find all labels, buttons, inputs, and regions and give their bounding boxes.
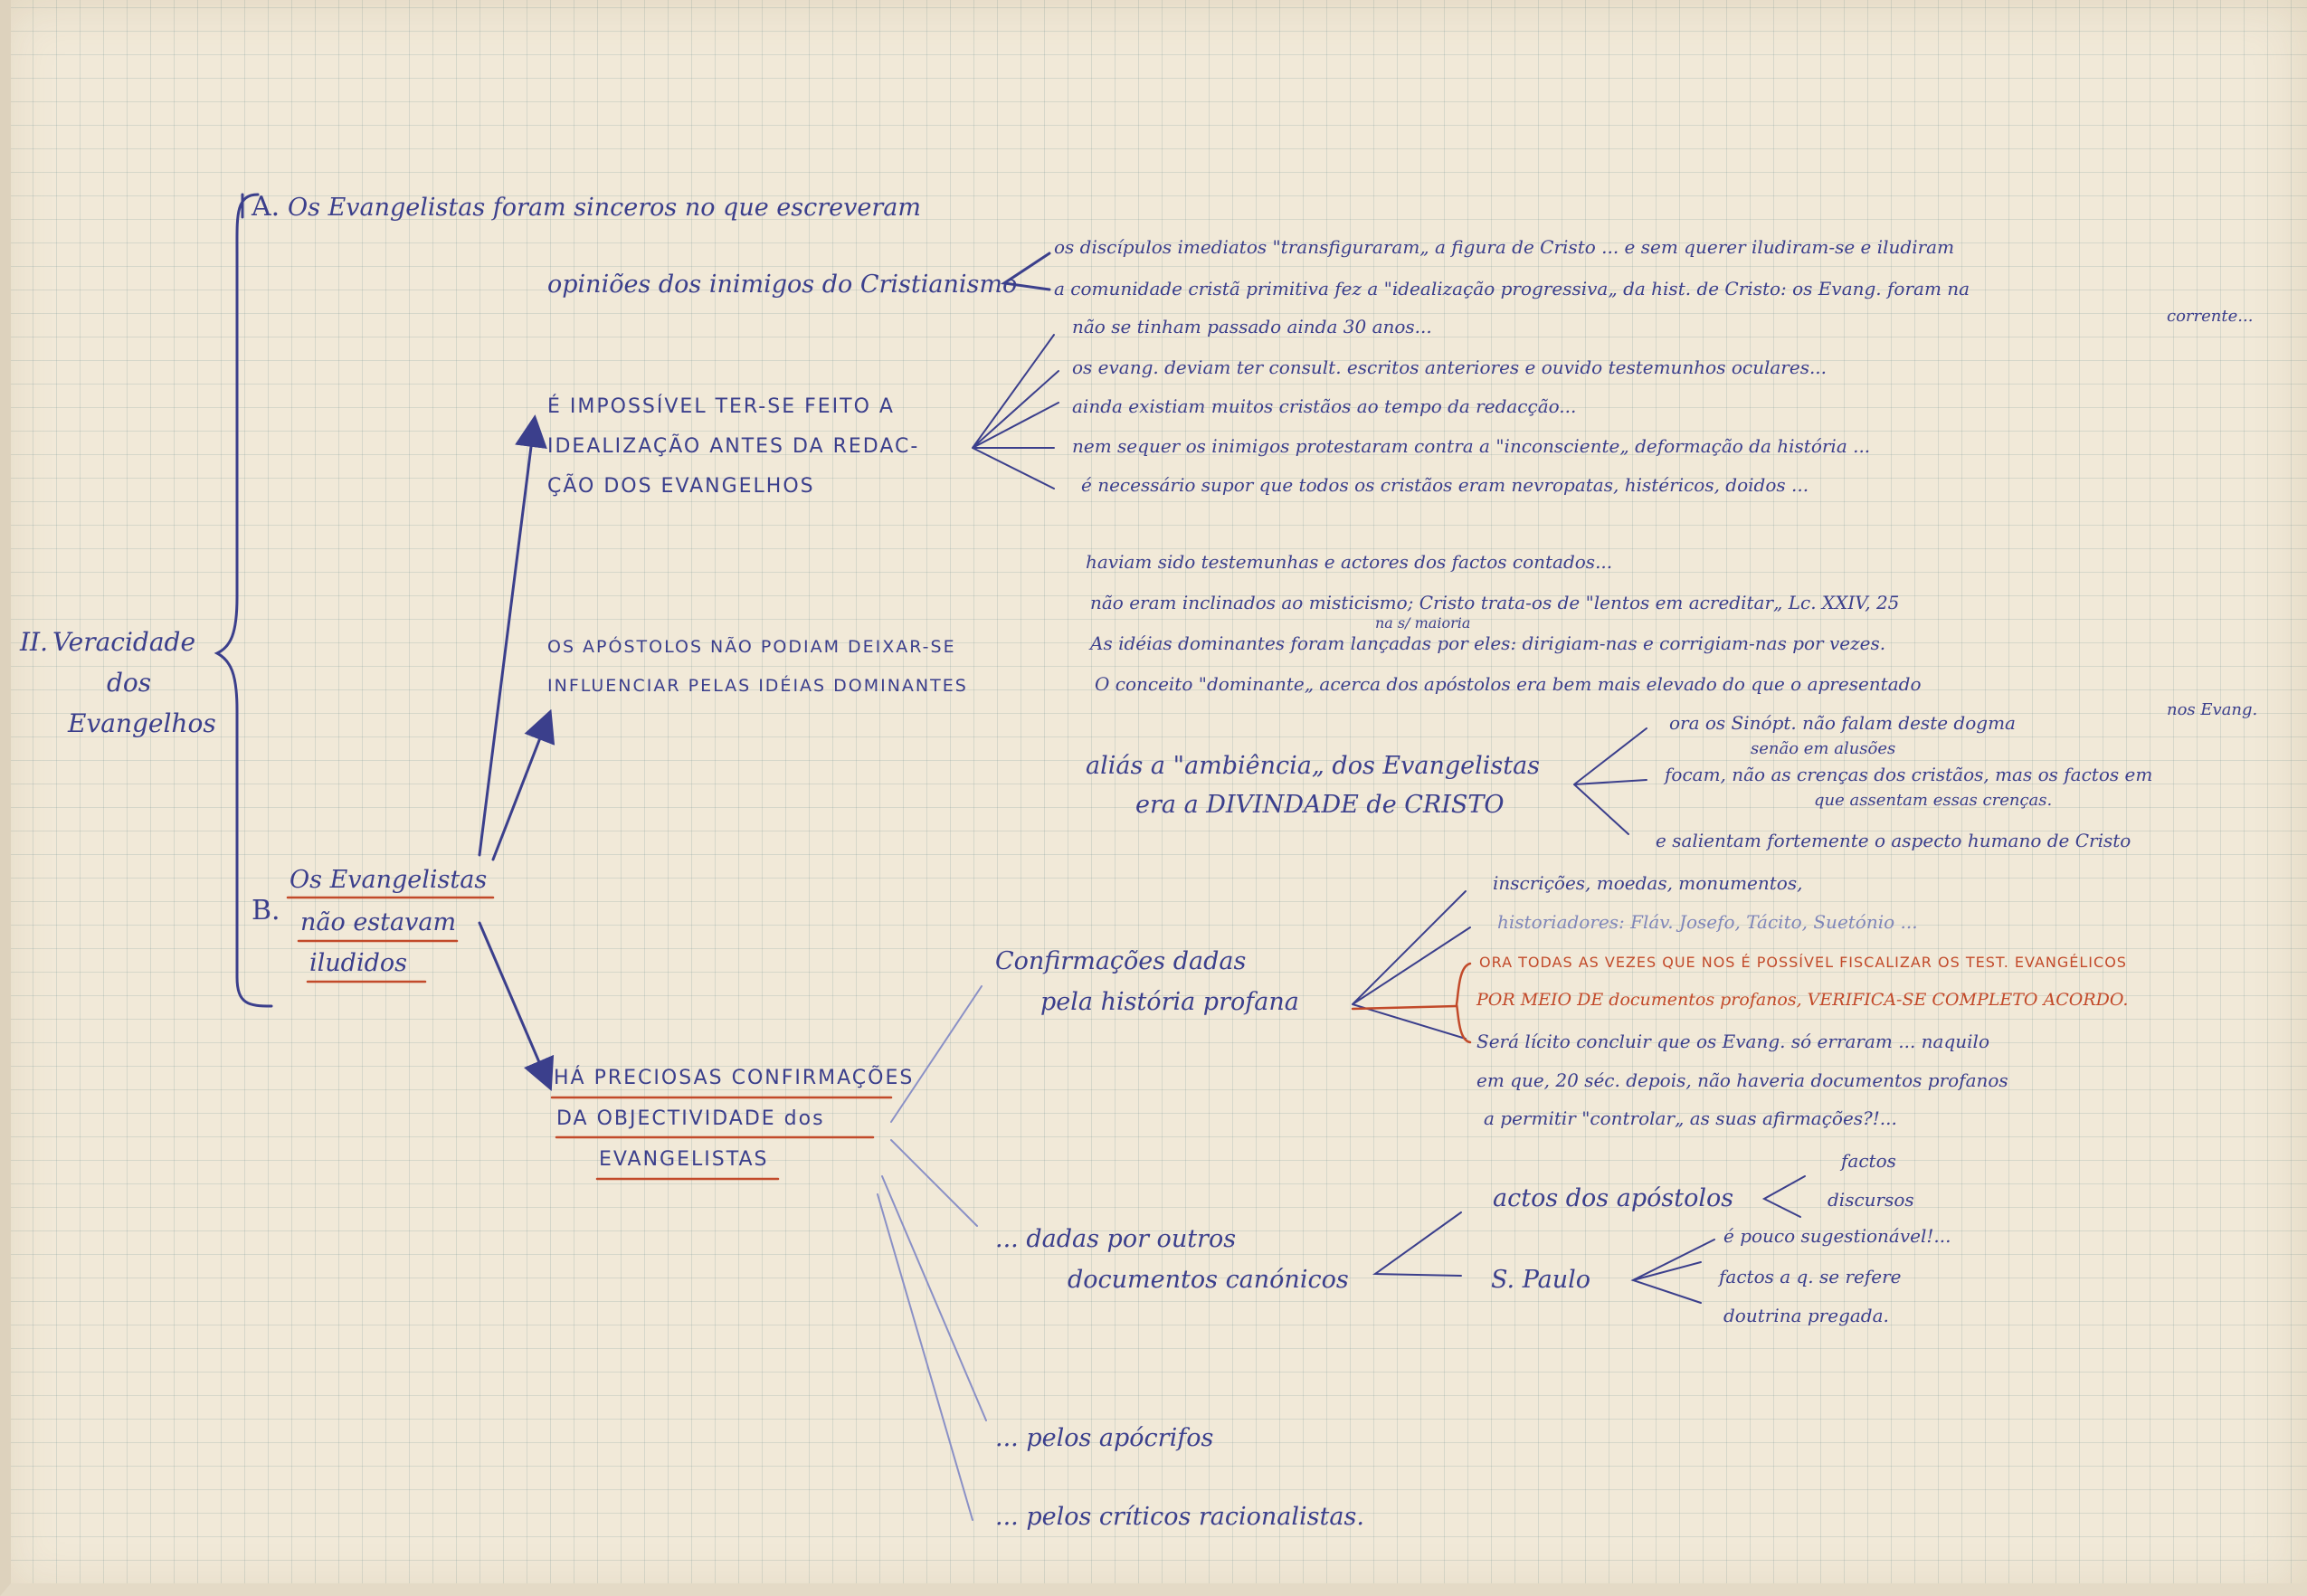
profane-item: inscrições, moedas, monumentos, <box>1493 872 1803 894</box>
acts-label: actos dos apóstolos <box>1493 1184 1734 1212</box>
paulo-bracket <box>1633 1240 1714 1303</box>
enemies-line-2: a comunidade cristã primitiva fez a "idealização progressiva„ da hist. de Cristo: os Evang. foram na <box>1054 278 1970 299</box>
apostles-item: não eram inclinados ao misticismo; Cristo trata-os de "lentos em acreditar„ Lc. XXIV, 25 <box>1090 592 1900 613</box>
acts-item: discursos <box>1828 1189 1914 1211</box>
profane-item: em que, 20 séc. depois, não haveria documentos profanos <box>1476 1069 2008 1091</box>
canonical-bracket <box>1375 1212 1461 1276</box>
root-title-line-1: Veracidade <box>52 627 196 657</box>
ambiencia-sub: ora os Sinópt. não falam deste dogma <box>1669 712 2016 734</box>
impossible-item: nem sequer os inimigos protestaram contra a "inconsciente„ deformação da história ... <box>1072 435 1871 457</box>
paulo-item: é pouco sugestionável!... <box>1723 1225 1951 1247</box>
confirmations-heading-1: HÁ PRECIOSAS CONFIRMAÇÕES <box>554 1067 915 1089</box>
root-title-line-3: Evangelhos <box>68 708 216 738</box>
arrow-to-confirmations <box>479 923 547 1081</box>
apostles-item: nos Evang. <box>2167 700 2258 719</box>
confirmations-heading-3: EVANGELISTAS <box>599 1148 769 1171</box>
profane-item-red: ORA TODAS AS VEZES QUE NOS É POSSÍVEL FISCALIZAR OS TEST. EVANGÉLICOS <box>1479 954 2127 971</box>
red-arrow-line <box>1353 1006 1457 1009</box>
acts-item: factos <box>1841 1150 1896 1172</box>
enemies-line-2-end: corrente... <box>2167 307 2254 326</box>
impossible-heading-2: IDEALIZAÇÃO ANTES DA REDAC- <box>547 435 920 458</box>
paulo-item: factos a q. se refere <box>1719 1266 1902 1287</box>
impossible-item: é necessário supor que todos os cristãos eram nevropatas, histéricos, doidos ... <box>1081 474 1809 496</box>
canonical-label-1: ... dadas por outros <box>995 1225 1237 1253</box>
red-bracket <box>1457 964 1470 1042</box>
profane-item: historiadores: Fláv. Josefo, Tácito, Suetónio ... <box>1497 911 1918 933</box>
ambiencia-sub: senão em alusões <box>1751 739 1896 758</box>
section-b-label: B. <box>252 895 280 926</box>
root-brace <box>217 195 271 1006</box>
impossible-heading-1: É IMPOSSÍVEL TER-SE FEITO A <box>547 395 895 418</box>
profane-label-2: pela história profana <box>1040 988 1299 1016</box>
ambiencia-fan <box>1574 728 1647 834</box>
ambiencia-sub: e salientam fortemente o aspecto humano de Cristo <box>1656 830 2131 851</box>
apostles-item: haviam sido testemunhas e actores dos factos contados... <box>1086 551 1613 573</box>
impossible-fan <box>973 335 1059 489</box>
apostles-heading-2: INFLUENCIAR PELAS IDÉIAS DOMINANTES <box>547 676 968 696</box>
impossible-heading-3: ÇÃO DOS EVANGELHOS <box>547 475 815 498</box>
profane-item: Será lícito concluir que os Evang. só erraram ... naquilo <box>1476 1031 1989 1052</box>
paulo-label: S. Paulo <box>1491 1266 1591 1294</box>
section-a-text: Os Evangelistas foram sinceros no que escreveram <box>288 194 921 222</box>
impossible-item: não se tinham passado ainda 30 anos... <box>1072 316 1432 337</box>
impossible-item: ainda existiam muitos cristãos ao tempo da redacção... <box>1072 395 1577 417</box>
ambiencia-line-1: aliás a "ambiência„ dos Evangelistas <box>1086 752 1541 780</box>
arrow-to-impossible <box>479 425 534 855</box>
section-a-label: A. <box>252 191 280 223</box>
paulo-item: doutrina pregada. <box>1723 1305 1889 1326</box>
ambiencia-sub: focam, não as crenças dos cristãos, mas os factos em <box>1665 764 2153 785</box>
section-b-line-2: não estavam <box>300 908 457 936</box>
apocrypha-label: ... pelos apócrifos <box>995 1424 1214 1452</box>
profane-item: a permitir "controlar„ as suas afirmações?!... <box>1484 1107 1897 1129</box>
arrow-to-apostles <box>493 719 547 860</box>
profane-fan <box>1353 891 1470 1039</box>
apostles-item: As idéias dominantes foram lançadas por eles: dirigiam-nas e corrigiam-nas por vezes. <box>1090 632 1886 654</box>
critics-label: ... pelos críticos racionalistas. <box>995 1503 1364 1531</box>
confirmations-heading-2: DA OBJECTIVIDADE dos <box>556 1107 825 1130</box>
section-b-line-3: iludidos <box>309 949 407 977</box>
section-b-line-1: Os Evangelistas <box>290 866 488 894</box>
profane-item-red: POR MEIO DE documentos profanos, VERIFICA-SE COMPLETO ACORDO. <box>1476 990 2129 1010</box>
enemies-line-1: os discípulos imediatos "transfiguraram„ a figura de Cristo ... e sem querer iludiram-se e iludiram <box>1054 236 1955 258</box>
root-title-line-2: dos <box>107 668 152 698</box>
apostles-heading-1: OS APÓSTOLOS NÃO PODIAM DEIXAR-SE <box>547 637 956 657</box>
ambiencia-sub: que assentam essas crenças. <box>1814 791 2053 810</box>
profane-label-1: Confirmações dadas <box>995 947 1247 975</box>
apostles-item: O conceito "dominante„ acerca dos apóstolos era bem mais elevado do que o apresentado <box>1095 673 1922 695</box>
enemies-label: opiniões dos inimigos do Cristianismo <box>547 271 1018 299</box>
impossible-item: os evang. deviam ter consult. escritos anteriores e ouvido testemunhos oculares... <box>1072 356 1828 378</box>
canonical-label-2: documentos canónicos <box>1068 1266 1349 1294</box>
apostles-insert: na s/ maioria <box>1375 614 1471 632</box>
acts-bracket <box>1764 1176 1805 1217</box>
ambiencia-line-2: era a DIVINDADE de CRISTO <box>1135 791 1505 819</box>
root-numeral: II. <box>20 627 49 657</box>
